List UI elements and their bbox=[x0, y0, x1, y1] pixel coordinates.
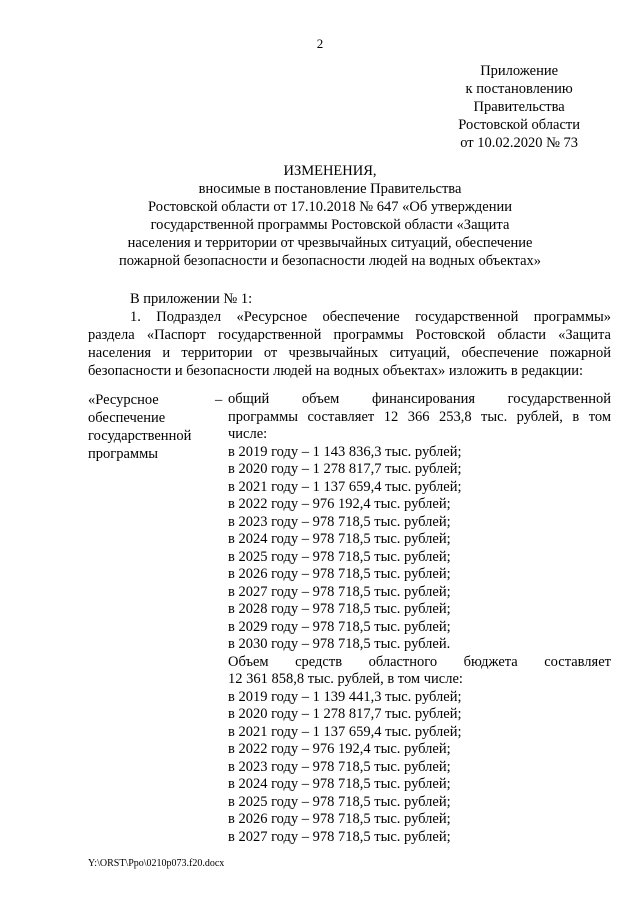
title-line: государственной программы Ростовской области «Защита bbox=[150, 217, 510, 233]
funding-line: в 2029 году – 978 718,5 тыс. рублей; bbox=[228, 618, 451, 635]
funding-line: в 2025 году – 978 718,5 тыс. рублей; bbox=[228, 548, 451, 565]
funding-line: в 2028 году – 978 718,5 тыс. рублей; bbox=[228, 601, 451, 617]
document-title bbox=[90, 162, 570, 270]
funding-line: в 2021 году – 1 137 659,4 тыс. рублей; bbox=[228, 478, 462, 495]
body-paragraph bbox=[88, 308, 611, 380]
funding-line: в 2025 году – 978 718,5 тыс. рублей; bbox=[228, 793, 451, 810]
title-line: вносимые в постановление Правительства bbox=[198, 181, 462, 197]
label-line: государственной bbox=[88, 428, 192, 444]
paragraph-line: раздела «Паспорт государственной программы Ростовской области «Защита bbox=[88, 327, 611, 343]
funding-line: общий объем финансирования государственной bbox=[228, 391, 611, 407]
funding-line: в 2020 году – 1 278 817,7 тыс. рублей; bbox=[228, 461, 462, 477]
paragraph-line: безопасности и безопасности людей на водных объектах» изложить в редакции: bbox=[88, 363, 583, 379]
appendix-line: к постановлению bbox=[465, 81, 573, 97]
funding-line: в 2030 году – 978 718,5 тыс. рублей. bbox=[228, 636, 451, 652]
funding-line: в 2022 году – 976 192,4 тыс. рублей; bbox=[228, 496, 451, 512]
funding-line: в 2027 году – 978 718,5 тыс. рублей; bbox=[228, 828, 451, 845]
funding-line: в 2026 году – 978 718,5 тыс. рублей; bbox=[228, 566, 451, 582]
appendix-line: Правительства bbox=[473, 99, 565, 115]
funding-line: в 2024 году – 978 718,5 тыс. рублей; bbox=[228, 531, 451, 547]
title-line: населения и территории от чрезвычайных ситуаций, обеспечение bbox=[127, 235, 533, 251]
funding-line: в 2026 году – 978 718,5 тыс. рублей; bbox=[228, 811, 451, 827]
funding-line: в 2027 году – 978 718,5 тыс. рублей; bbox=[228, 583, 451, 600]
funding-line: Объем средств областного бюджета составляет bbox=[228, 653, 611, 670]
resource-label bbox=[88, 391, 218, 463]
funding-line: программы составляет 12 366 253,8 тыс. рублей, в том bbox=[228, 408, 611, 425]
appendix-line: Приложение bbox=[480, 63, 559, 79]
appendix-header bbox=[458, 62, 580, 152]
title-line: Ростовской области от 17.10.2018 № 647 «Об утверждении bbox=[148, 199, 512, 215]
intro-line: В приложении № 1: bbox=[130, 291, 253, 307]
label-line: «Ресурсное bbox=[88, 392, 159, 408]
funding-line: в 2019 году – 1 139 441,3 тыс. рублей; bbox=[228, 688, 462, 705]
funding-line: в 2023 году – 978 718,5 тыс. рублей; bbox=[228, 758, 451, 775]
funding-line: в 2019 году – 1 143 836,3 тыс. рублей; bbox=[228, 443, 462, 460]
funding-line: в 2020 году – 1 278 817,7 тыс. рублей; bbox=[228, 706, 462, 722]
paragraph-line: населения и территории от чрезвычайных ситуаций, обеспечение пожарной bbox=[88, 345, 611, 361]
funding-line: числе: bbox=[228, 426, 268, 442]
title-heading: ИЗМЕНЕНИЯ, bbox=[283, 163, 377, 179]
appendix-line: Ростовской области bbox=[458, 117, 580, 133]
funding-line: в 2024 году – 978 718,5 тыс. рублей; bbox=[228, 776, 451, 792]
dash-separator: – bbox=[215, 392, 223, 408]
label-line: обеспечение bbox=[88, 410, 166, 426]
funding-details bbox=[228, 391, 611, 846]
appendix-line: от 10.02.2020 № 73 bbox=[460, 135, 579, 151]
title-line: пожарной безопасности и безопасности людей на водных объектах» bbox=[118, 253, 542, 269]
funding-line: в 2023 году – 978 718,5 тыс. рублей; bbox=[228, 513, 451, 530]
file-path-footer: Y:\ORST\Ppo\0210p073.f20.docx bbox=[88, 858, 225, 869]
page-number: 2 bbox=[316, 36, 324, 51]
label-line: программы bbox=[88, 446, 158, 462]
paragraph-line: 1. Подраздел «Ресурсное обеспечение государственной программы» bbox=[130, 309, 611, 325]
funding-line: в 2021 году – 1 137 659,4 тыс. рублей; bbox=[228, 723, 462, 740]
funding-line: в 2022 году – 976 192,4 тыс. рублей; bbox=[228, 741, 451, 757]
funding-line: 12 361 858,8 тыс. рублей, в том числе: bbox=[228, 671, 463, 687]
